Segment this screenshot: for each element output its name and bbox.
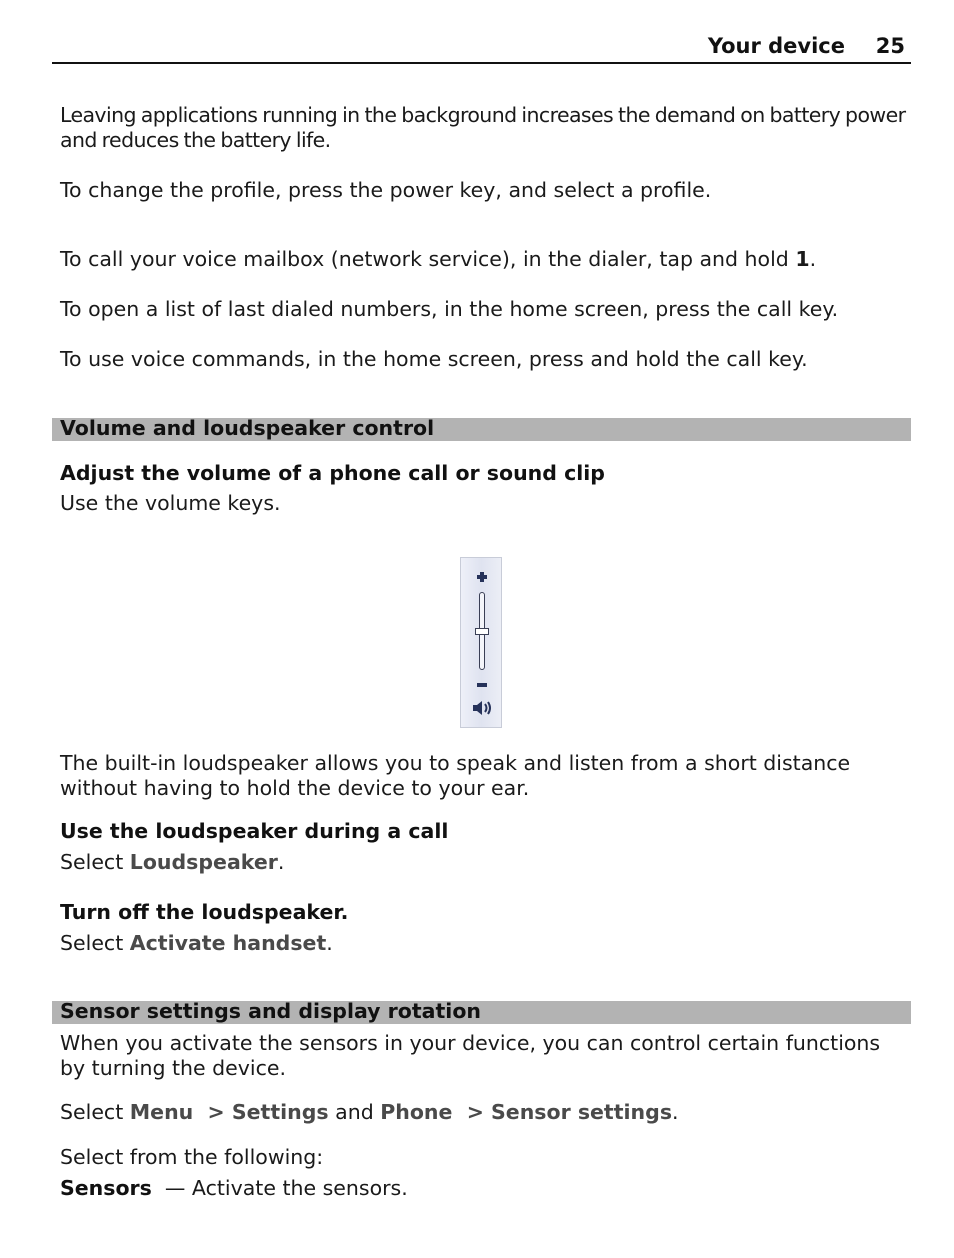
voice-mailbox-text: To call your voice mailbox (network service), in the dialer, tap and hold [60,247,796,271]
volume-slider[interactable] [460,557,502,728]
path-separator-2: > [452,1100,492,1124]
menu-item-loudspeaker[interactable]: Loudspeaker [129,850,278,874]
voice-mailbox-key: 1 [795,247,810,271]
subheading-use-loudspeaker: Use the loudspeaker during a call [60,819,449,843]
volume-thumb[interactable] [475,628,489,635]
menu-item-menu[interactable]: Menu [129,1100,194,1124]
paragraph-use-volume-keys: Use the volume keys. [60,491,281,515]
header-title: Your device [707,34,845,58]
sensor-path-end: . [672,1100,679,1124]
option-sensors-desc: — Activate the sensors. [151,1176,408,1200]
paragraph-select-from: Select from the following: [60,1145,324,1169]
select-loudspeaker-end: . [277,850,285,874]
menu-item-activate-handset[interactable]: Activate handset [129,931,327,955]
paragraph-sensor-intro: When you activate the sensors in your device, you can control certain functions by turning the device. [60,1031,881,1080]
section-heading-volume [52,418,911,441]
option-sensors [60,1176,910,1201]
plus-icon[interactable] [477,572,487,582]
select-loudspeaker-text: Select [60,850,130,874]
select-handset-end: . [326,931,333,955]
page-number: 25 [875,34,905,58]
paragraph-background-apps: Leaving applications running in the background increases the demand on battery power and reduces the battery life. [60,103,906,152]
paragraph-select-handset [60,931,910,956]
subheading-adjust-volume: Adjust the volume of a phone call or sound clip [60,461,605,485]
paragraph-last-dialed: To open a list of last dialed numbers, in the home screen, press the call key. [60,297,839,321]
path-and: and [328,1100,381,1124]
paragraph-loudspeaker: The built-in loudspeaker allows you to speak and listen from a short distance without having to hold the device to your ear. [60,751,851,800]
speaker-icon[interactable] [471,698,495,718]
paragraph-voice-mailbox [60,247,910,272]
minus-icon[interactable] [477,683,487,687]
paragraph-change-profile: To change the profile, press the power key, and select a profile. [60,178,712,202]
paragraph-voice-commands: To use voice commands, in the home screen, press and hold the call key. [60,347,808,371]
page-header [52,34,911,64]
paragraph-sensor-path [60,1100,910,1125]
section-heading-sensor [52,1001,911,1024]
subheading-turn-off-loudspeaker: Turn off the loudspeaker. [60,900,349,924]
path-separator: > [193,1100,232,1124]
paragraph-select-loudspeaker [60,850,910,875]
menu-item-phone[interactable]: Phone [380,1100,453,1124]
voice-mailbox-end: . [809,247,817,271]
select-handset-text: Select [60,931,130,955]
menu-item-settings[interactable]: Settings [231,1100,329,1124]
option-sensors-name[interactable]: Sensors [60,1176,152,1200]
section-heading-sensor-text: Sensor settings and display rotation [60,999,482,1023]
section-heading-volume-text: Volume and loudspeaker control [60,416,435,440]
menu-item-sensor-settings[interactable]: Sensor settings [491,1100,673,1124]
sensor-path-text: Select [60,1100,130,1124]
